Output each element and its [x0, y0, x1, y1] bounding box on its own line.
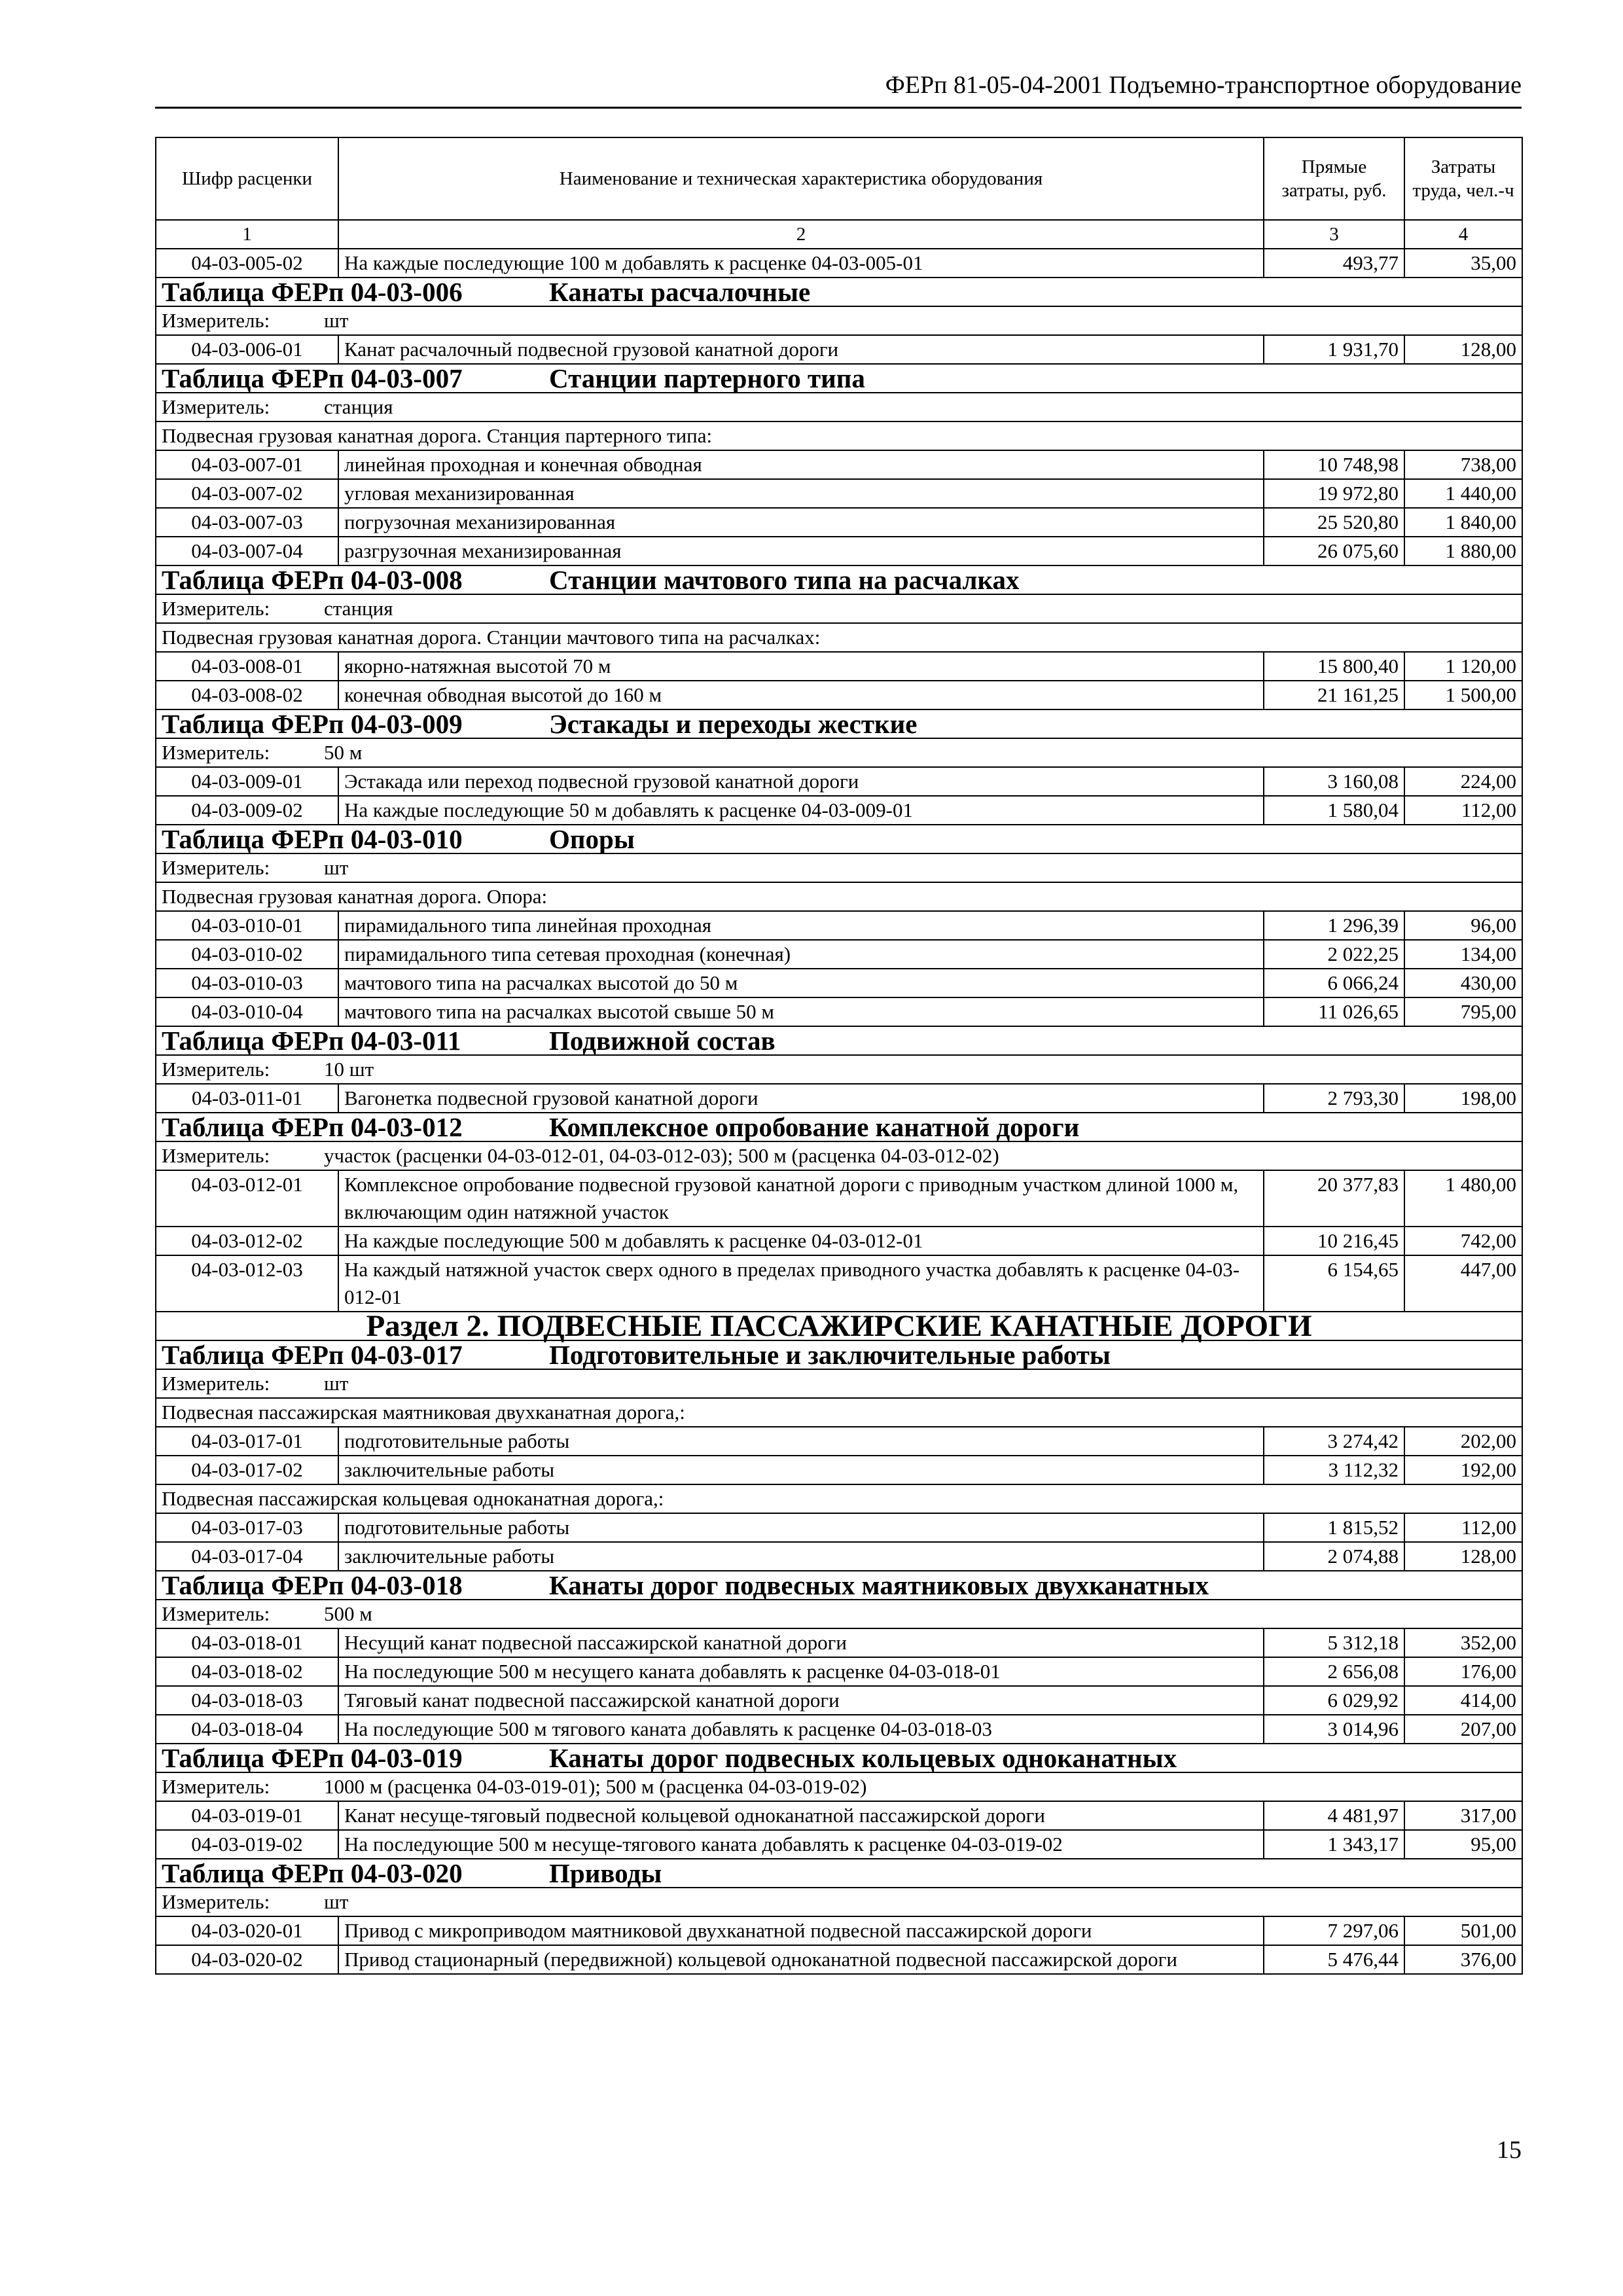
group-row — [156, 882, 1522, 911]
table-heading — [156, 565, 1522, 594]
measure-label: Измеритель: — [162, 1602, 270, 1625]
table-heading-row — [156, 1026, 1522, 1055]
measure-label: Измеритель: — [162, 309, 270, 332]
rate-direct-costs: 2 022,25 — [1264, 940, 1404, 969]
rate-row — [156, 1084, 1522, 1113]
table-heading — [156, 1744, 1522, 1772]
rate-labor-costs: 224,00 — [1404, 767, 1522, 796]
rate-direct-costs: 21 161,25 — [1264, 681, 1404, 709]
rate-direct-costs: 15 800,40 — [1264, 652, 1404, 681]
table-heading — [156, 1340, 1522, 1369]
rate-row — [156, 1227, 1522, 1255]
table-heading — [156, 1026, 1522, 1055]
rate-code: 04-03-008-02 — [156, 681, 338, 709]
table-title: Комплексное опробование канатной дороги — [549, 1112, 1080, 1142]
column-number-row — [156, 220, 1522, 249]
rate-description: На каждый натяжной участок сверх одного в пределах приводного участка добавлять к расценке 04-03-012-01 — [338, 1255, 1264, 1312]
table-number: Таблица ФЕРп 04-03-009 — [162, 709, 463, 739]
rate-row — [156, 1715, 1522, 1744]
table-heading — [156, 1859, 1522, 1888]
rate-description: угловая механизированная — [338, 479, 1264, 508]
rate-direct-costs: 5 476,44 — [1264, 1945, 1404, 1974]
group-row — [156, 623, 1522, 652]
rate-code: 04-03-012-01 — [156, 1170, 338, 1227]
table-number: Таблица ФЕРп 04-03-019 — [162, 1743, 463, 1773]
rate-direct-costs: 20 377,83 — [1264, 1170, 1404, 1227]
table-title: Подготовительные и заключительные работы — [549, 1340, 1111, 1370]
measure-row — [156, 1055, 1522, 1084]
rate-direct-costs: 493,77 — [1264, 249, 1404, 278]
rate-direct-costs: 19 972,80 — [1264, 479, 1404, 508]
table-title: Канаты дорог подвесных кольцевых одноканатных — [549, 1743, 1177, 1773]
rate-direct-costs: 4 481,97 — [1264, 1801, 1404, 1830]
rate-direct-costs: 1 343,17 — [1264, 1830, 1404, 1859]
rate-description: Комплексное опробование подвесной грузовой канатной дороги с приводным участком длиной 1000 м, включающим один натяжной участок — [338, 1170, 1264, 1227]
table-title: Канаты расчалочные — [549, 277, 811, 307]
table-heading-row — [156, 709, 1522, 738]
rate-description: На последующие 500 м несуще-тягового каната добавлять к расценке 04-03-019-02 — [338, 1830, 1264, 1859]
column-number: 3 — [1264, 220, 1404, 249]
rate-labor-costs: 128,00 — [1404, 335, 1522, 364]
measure-label: Измеритель: — [162, 597, 270, 620]
measure-row — [156, 1600, 1522, 1628]
rate-code: 04-03-007-04 — [156, 537, 338, 565]
rate-row — [156, 969, 1522, 997]
measure — [156, 393, 1522, 422]
measure-value: участок (расценки 04-03-012-01, 04-03-012-03); 500 м (расценка 04-03-012-02) — [324, 1144, 999, 1167]
group-title: Подвесная пассажирская маятниковая двухканатная дорога,: — [156, 1398, 1522, 1427]
group-title: Подвесная грузовая канатная дорога. Опора: — [156, 882, 1522, 911]
rate-direct-costs: 2 074,88 — [1264, 1542, 1404, 1571]
column-number: 2 — [338, 220, 1264, 249]
rate-labor-costs: 96,00 — [1404, 911, 1522, 940]
rate-direct-costs: 2 656,08 — [1264, 1657, 1404, 1686]
rate-row — [156, 249, 1522, 278]
table-heading — [156, 278, 1522, 306]
measure-value: 500 м — [324, 1602, 372, 1625]
rate-code: 04-03-010-02 — [156, 940, 338, 969]
rate-direct-costs: 1 296,39 — [1264, 911, 1404, 940]
rate-code: 04-03-012-03 — [156, 1255, 338, 1312]
group-row — [156, 422, 1522, 450]
table-heading-row — [156, 1340, 1522, 1369]
rate-code: 04-03-020-02 — [156, 1945, 338, 1974]
rate-direct-costs: 26 075,60 — [1264, 537, 1404, 565]
table-title: Опоры — [549, 824, 635, 854]
table-heading-row — [156, 1113, 1522, 1141]
rate-description: заключительные работы — [338, 1542, 1264, 1571]
column-number: 1 — [156, 220, 338, 249]
rate-code: 04-03-010-01 — [156, 911, 338, 940]
group-title: Подвесная грузовая канатная дорога. Станции мачтового типа на расчалках: — [156, 623, 1522, 652]
rate-description: конечная обводная высотой до 160 м — [338, 681, 1264, 709]
measure-row — [156, 1369, 1522, 1398]
group-title: Подвесная пассажирская кольцевая одноканатная дорога,: — [156, 1484, 1522, 1513]
rate-labor-costs: 95,00 — [1404, 1830, 1522, 1859]
rate-row — [156, 911, 1522, 940]
rate-direct-costs: 1 580,04 — [1264, 796, 1404, 825]
measure-label: Измеритель: — [162, 1372, 270, 1395]
measure-label: Измеритель: — [162, 1144, 270, 1167]
rate-code: 04-03-019-01 — [156, 1801, 338, 1830]
rate-labor-costs: 1 120,00 — [1404, 652, 1522, 681]
rate-labor-costs: 112,00 — [1404, 796, 1522, 825]
rate-code: 04-03-009-02 — [156, 796, 338, 825]
rate-description: разгрузочная механизированная — [338, 537, 1264, 565]
page-number: 15 — [1497, 2136, 1522, 2164]
rate-row — [156, 1657, 1522, 1686]
rate-description: подготовительные работы — [338, 1513, 1264, 1542]
table-heading-row — [156, 825, 1522, 853]
rate-description: На каждые последующие 50 м добавлять к расценке 04-03-009-01 — [338, 796, 1264, 825]
rate-row — [156, 537, 1522, 565]
rate-direct-costs: 6 154,65 — [1264, 1255, 1404, 1312]
measure — [156, 594, 1522, 623]
rate-direct-costs: 7 297,06 — [1264, 1916, 1404, 1945]
section-title: Раздел 2. ПОДВЕСНЫЕ ПАССАЖИРСКИЕ КАНАТНЫЕ ДОРОГИ — [156, 1312, 1522, 1340]
column-header-code: Шифр расценки — [156, 137, 338, 220]
table-number: Таблица ФЕРп 04-03-007 — [162, 363, 463, 393]
rate-row — [156, 796, 1522, 825]
table-number: Таблица ФЕРп 04-03-012 — [162, 1112, 463, 1142]
table-title: Станции мачтового типа на расчалках — [549, 565, 1020, 595]
rate-labor-costs: 202,00 — [1404, 1427, 1522, 1456]
measure — [156, 1369, 1522, 1398]
rate-code: 04-03-007-01 — [156, 450, 338, 479]
rate-description: мачтового типа на расчалках высотой до 50 м — [338, 969, 1264, 997]
table-number: Таблица ФЕРп 04-03-018 — [162, 1570, 463, 1600]
rate-labor-costs: 376,00 — [1404, 1945, 1522, 1974]
rate-code: 04-03-010-03 — [156, 969, 338, 997]
rate-description: заключительные работы — [338, 1456, 1264, 1484]
rate-labor-costs: 795,00 — [1404, 997, 1522, 1026]
rate-row — [156, 1456, 1522, 1484]
measure — [156, 1888, 1522, 1916]
rate-description: Вагонетка подвесной грузовой канатной дороги — [338, 1084, 1264, 1113]
rate-direct-costs: 10 748,98 — [1264, 450, 1404, 479]
rate-description: Эстакада или переход подвесной грузовой канатной дороги — [338, 767, 1264, 796]
measure-label: Измеритель: — [162, 856, 270, 879]
measure — [156, 1141, 1522, 1170]
rate-code: 04-03-018-02 — [156, 1657, 338, 1686]
rate-labor-costs: 501,00 — [1404, 1916, 1522, 1945]
rate-code: 04-03-007-02 — [156, 479, 338, 508]
rate-labor-costs: 447,00 — [1404, 1255, 1522, 1312]
rate-code: 04-03-017-04 — [156, 1542, 338, 1571]
measure-value: шт — [324, 856, 349, 879]
rate-code: 04-03-009-01 — [156, 767, 338, 796]
table-heading — [156, 364, 1522, 393]
rate-direct-costs: 3 274,42 — [1264, 1427, 1404, 1456]
table-heading — [156, 709, 1522, 738]
rate-description: На каждые последующие 100 м добавлять к расценке 04-03-005-01 — [338, 249, 1264, 278]
group-title: Подвесная грузовая канатная дорога. Станция партерного типа: — [156, 422, 1522, 450]
rate-description: погрузочная механизированная — [338, 508, 1264, 537]
rate-code: 04-03-017-02 — [156, 1456, 338, 1484]
table-heading-row — [156, 565, 1522, 594]
rate-description: мачтового типа на расчалках высотой свыше 50 м — [338, 997, 1264, 1026]
rate-labor-costs: 192,00 — [1404, 1456, 1522, 1484]
rate-labor-costs: 742,00 — [1404, 1227, 1522, 1255]
measure — [156, 1600, 1522, 1628]
rate-direct-costs: 3 160,08 — [1264, 767, 1404, 796]
rate-direct-costs: 2 793,30 — [1264, 1084, 1404, 1113]
table-heading — [156, 1113, 1522, 1141]
measure — [156, 1055, 1522, 1084]
rate-direct-costs: 6 029,92 — [1264, 1686, 1404, 1715]
rate-row — [156, 1170, 1522, 1227]
rate-row — [156, 1513, 1522, 1542]
measure-row — [156, 1772, 1522, 1801]
rate-code: 04-03-017-03 — [156, 1513, 338, 1542]
table-heading-row — [156, 1744, 1522, 1772]
measure-value: 1000 м (расценка 04-03-019-01); 500 м (расценка 04-03-019-02) — [324, 1775, 867, 1798]
rate-row — [156, 335, 1522, 364]
measure — [156, 306, 1522, 335]
rate-direct-costs: 3 112,32 — [1264, 1456, 1404, 1484]
document-header-title: ФЕРп 81-05-04-2001 Подъемно-транспортное оборудование — [885, 71, 1522, 99]
rate-row — [156, 1830, 1522, 1859]
rate-labor-costs: 1 500,00 — [1404, 681, 1522, 709]
rate-labor-costs: 112,00 — [1404, 1513, 1522, 1542]
rate-labor-costs: 1 840,00 — [1404, 508, 1522, 537]
table-title: Эстакады и переходы жесткие — [549, 709, 918, 739]
rate-description: пирамидального типа сетевая проходная (конечная) — [338, 940, 1264, 969]
rate-labor-costs: 738,00 — [1404, 450, 1522, 479]
rate-row — [156, 767, 1522, 796]
rate-row — [156, 1686, 1522, 1715]
rate-code: 04-03-019-02 — [156, 1830, 338, 1859]
rate-labor-costs: 317,00 — [1404, 1801, 1522, 1830]
rate-labor-costs: 35,00 — [1404, 249, 1522, 278]
section-row — [156, 1312, 1522, 1340]
measure-value: шт — [324, 1890, 349, 1913]
rate-labor-costs: 1 440,00 — [1404, 479, 1522, 508]
rate-description: На каждые последующие 500 м добавлять к расценке 04-03-012-01 — [338, 1227, 1264, 1255]
measure — [156, 738, 1522, 767]
column-number: 4 — [1404, 220, 1522, 249]
rate-row — [156, 1427, 1522, 1456]
rate-row — [156, 1945, 1522, 1974]
measure-value: шт — [324, 1372, 349, 1395]
rate-description: Тяговый канат подвесной пассажирской канатной дороги — [338, 1686, 1264, 1715]
measure-value: шт — [324, 309, 349, 332]
table-heading-row — [156, 278, 1522, 306]
rate-labor-costs: 1 880,00 — [1404, 537, 1522, 565]
rate-labor-costs: 352,00 — [1404, 1628, 1522, 1657]
measure-row — [156, 853, 1522, 882]
measure-value: станция — [324, 395, 393, 418]
rate-direct-costs: 5 312,18 — [1264, 1628, 1404, 1657]
measure-value: 10 шт — [324, 1058, 374, 1081]
rate-direct-costs: 6 066,24 — [1264, 969, 1404, 997]
measure-row — [156, 594, 1522, 623]
rate-code: 04-03-017-01 — [156, 1427, 338, 1456]
rate-description: Канат несуще-тяговый подвесной кольцевой одноканатной пассажирской дороги — [338, 1801, 1264, 1830]
rate-row — [156, 479, 1522, 508]
rate-code: 04-03-012-02 — [156, 1227, 338, 1255]
rate-direct-costs: 10 216,45 — [1264, 1227, 1404, 1255]
rate-code: 04-03-005-02 — [156, 249, 338, 278]
rate-direct-costs: 1 931,70 — [1264, 335, 1404, 364]
table-title: Станции партерного типа — [549, 363, 865, 393]
group-row — [156, 1484, 1522, 1513]
table-heading — [156, 825, 1522, 853]
rate-labor-costs: 134,00 — [1404, 940, 1522, 969]
rate-code: 04-03-008-01 — [156, 652, 338, 681]
rate-description: Канат расчалочный подвесной грузовой канатной дороги — [338, 335, 1264, 364]
rate-description: На последующие 500 м несущего каната добавлять к расценке 04-03-018-01 — [338, 1657, 1264, 1686]
rate-direct-costs: 11 026,65 — [1264, 997, 1404, 1026]
rate-row — [156, 681, 1522, 709]
rate-row — [156, 1801, 1522, 1830]
rate-labor-costs: 414,00 — [1404, 1686, 1522, 1715]
rate-description: линейная проходная и конечная обводная — [338, 450, 1264, 479]
measure-row — [156, 1141, 1522, 1170]
measure-value: станция — [324, 597, 393, 620]
rate-row — [156, 1255, 1522, 1312]
rate-description: Привод стационарный (передвижной) кольцевой одноканатной подвесной пассажирской дороги — [338, 1945, 1264, 1974]
table-number: Таблица ФЕРп 04-03-011 — [162, 1026, 461, 1056]
measure-row — [156, 738, 1522, 767]
measure-row — [156, 306, 1522, 335]
table-number: Таблица ФЕРп 04-03-017 — [162, 1340, 463, 1370]
table-number: Таблица ФЕРп 04-03-006 — [162, 277, 463, 307]
header-rule — [155, 107, 1522, 109]
rate-labor-costs: 207,00 — [1404, 1715, 1522, 1744]
rate-description: Привод с микроприводом маятниковой двухканатной подвесной пассажирской дороги — [338, 1916, 1264, 1945]
table-heading-row — [156, 1859, 1522, 1888]
measure — [156, 1772, 1522, 1801]
table-number: Таблица ФЕРп 04-03-020 — [162, 1858, 463, 1888]
rate-row — [156, 997, 1522, 1026]
rate-row — [156, 652, 1522, 681]
measure-label: Измеритель: — [162, 741, 270, 764]
measure-label: Измеритель: — [162, 1890, 270, 1913]
measure-label: Измеритель: — [162, 1775, 270, 1798]
rate-code: 04-03-007-03 — [156, 508, 338, 537]
rate-labor-costs: 198,00 — [1404, 1084, 1522, 1113]
rate-code: 04-03-006-01 — [156, 335, 338, 364]
rate-labor-costs: 128,00 — [1404, 1542, 1522, 1571]
measure-row — [156, 1888, 1522, 1916]
table-heading — [156, 1571, 1522, 1600]
rate-labor-costs: 176,00 — [1404, 1657, 1522, 1686]
rate-description: На последующие 500 м тягового каната добавлять к расценке 04-03-018-03 — [338, 1715, 1264, 1744]
table-title: Подвижной состав — [549, 1026, 776, 1056]
column-header-direct-costs: Прямые затраты, руб. — [1264, 137, 1404, 220]
table-heading-row — [156, 364, 1522, 393]
rate-description: пирамидального типа линейная проходная — [338, 911, 1264, 940]
rate-description: якорно-натяжная высотой 70 м — [338, 652, 1264, 681]
rate-code: 04-03-011-01 — [156, 1084, 338, 1113]
rate-description: подготовительные работы — [338, 1427, 1264, 1456]
rate-code: 04-03-018-03 — [156, 1686, 338, 1715]
rate-description: Несущий канат подвесной пассажирской канатной дороги — [338, 1628, 1264, 1657]
rate-code: 04-03-020-01 — [156, 1916, 338, 1945]
rates-table — [155, 137, 1523, 1975]
rate-row — [156, 1628, 1522, 1657]
table-title: Канаты дорог подвесных маятниковых двухканатных — [549, 1570, 1209, 1600]
column-header-row — [156, 137, 1522, 220]
measure-label: Измеритель: — [162, 395, 270, 418]
rate-direct-costs: 3 014,96 — [1264, 1715, 1404, 1744]
column-header-labor-costs: Затраты труда, чел.-ч — [1404, 137, 1522, 220]
rate-row — [156, 1542, 1522, 1571]
measure-label: Измеритель: — [162, 1058, 270, 1081]
measure-value: 50 м — [324, 741, 363, 764]
group-row — [156, 1398, 1522, 1427]
table-number: Таблица ФЕРп 04-03-008 — [162, 565, 463, 595]
rate-labor-costs: 430,00 — [1404, 969, 1522, 997]
table-title: Приводы — [549, 1858, 662, 1888]
rate-direct-costs: 25 520,80 — [1264, 508, 1404, 537]
table-heading-row — [156, 1571, 1522, 1600]
rates-table-body — [156, 249, 1522, 1974]
rate-row — [156, 940, 1522, 969]
rate-row — [156, 1916, 1522, 1945]
rate-code: 04-03-018-01 — [156, 1628, 338, 1657]
table-number: Таблица ФЕРп 04-03-010 — [162, 824, 463, 854]
rate-code: 04-03-018-04 — [156, 1715, 338, 1744]
rate-row — [156, 508, 1522, 537]
measure-row — [156, 393, 1522, 422]
rate-row — [156, 450, 1522, 479]
rate-labor-costs: 1 480,00 — [1404, 1170, 1522, 1227]
measure — [156, 853, 1522, 882]
rate-direct-costs: 1 815,52 — [1264, 1513, 1404, 1542]
rate-code: 04-03-010-04 — [156, 997, 338, 1026]
column-header-name: Наименование и техническая характеристика оборудования — [338, 137, 1264, 220]
